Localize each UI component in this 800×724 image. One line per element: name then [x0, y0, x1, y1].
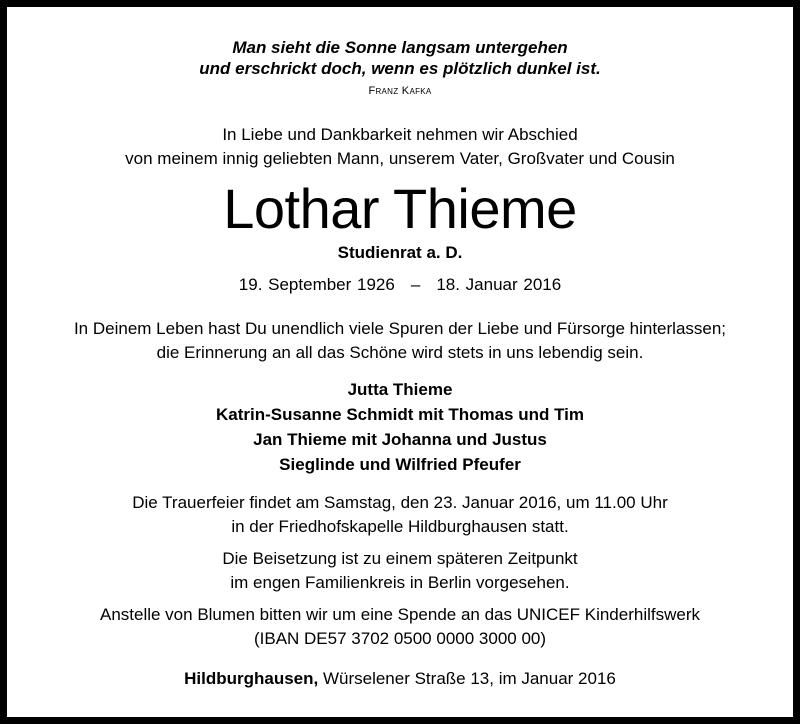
address-footer — [7, 669, 793, 689]
donation-info — [7, 603, 793, 651]
family-member: Jutta Thieme — [347, 380, 453, 399]
burial-line-2: im engen Familienkreis in Berlin vorgesehen. — [230, 573, 570, 592]
memorial-verse — [7, 317, 793, 365]
death-date: 18. Januar 2016 — [436, 275, 562, 294]
deceased-name: Lothar Thieme — [223, 177, 577, 240]
donation-line-2: (IBAN DE57 3702 0500 0000 3000 00) — [253, 629, 547, 648]
donation-line-1: Anstelle von Blumen bitten wir um eine Spende an das UNICEF Kinderhilfswerk — [99, 605, 700, 624]
deceased-title: Studienrat a. D. — [337, 243, 463, 262]
intro-text — [7, 123, 793, 171]
quote-author: Franz Kafka — [368, 85, 432, 97]
footer-address: Würselener Straße 13, im Januar 2016 — [318, 669, 616, 688]
family-list — [7, 377, 793, 477]
life-dates — [7, 275, 793, 295]
service-line-1: Die Trauerfeier findet am Samstag, den 23. Januar 2016, um 11.00 Uhr — [132, 493, 668, 512]
intro-line-1: In Liebe und Dankbarkeit nehmen wir Abschied — [222, 125, 578, 144]
family-member: Katrin-Susanne Schmidt mit Thomas und Tim — [215, 405, 585, 424]
family-member: Jan Thieme mit Johanna und Justus — [253, 430, 547, 449]
burial-line-1: Die Beisetzung ist zu einem späteren Zeitpunkt — [222, 549, 578, 568]
funeral-service-info — [7, 491, 793, 539]
service-line-2: in der Friedhofskapelle Hildburghausen statt. — [231, 517, 569, 536]
footer-place: Hildburghausen, — [184, 669, 319, 688]
intro-line-2: von meinem innig geliebten Mann, unserem Vater, Großvater und Cousin — [125, 149, 675, 168]
burial-info — [7, 547, 793, 595]
date-separator: – — [410, 275, 421, 294]
family-member: Sieglinde und Wilfried Pfeufer — [279, 455, 521, 474]
verse-line-1: In Deinem Leben hast Du unendlich viele Spuren der Liebe und Fürsorge hinterlassen; — [73, 319, 727, 338]
quote-line-2: und erschrickt doch, wenn es plötzlich dunkel ist. — [199, 59, 601, 78]
verse-line-2: die Erinnerung an all das Schöne wird stets in uns lebendig sein. — [156, 343, 644, 362]
birth-date: 19. September 1926 — [238, 275, 395, 294]
quote — [7, 37, 793, 79]
quote-line-1: Man sieht die Sonne langsam untergehen — [232, 38, 568, 57]
